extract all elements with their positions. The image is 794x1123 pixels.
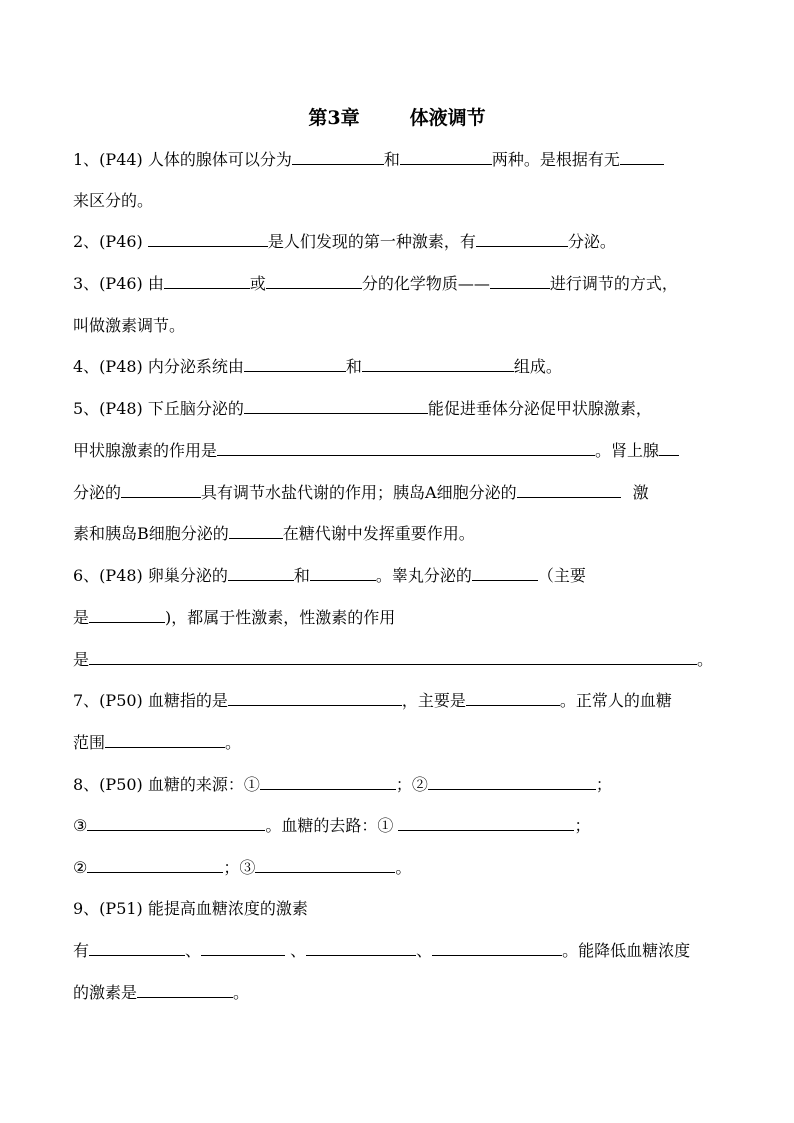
blank[interactable] — [148, 231, 268, 247]
blank[interactable] — [472, 565, 538, 581]
chapter-number: 第3章 — [308, 107, 360, 129]
chapter-name: 体液调节 — [409, 107, 486, 129]
question-7-line-1: 7、(P50) 血糖指的是 ，主要是 。正常人的血糖 — [73, 691, 672, 710]
question-8-line-2: ③ 。血糖的去路：① ； — [73, 816, 591, 835]
blank[interactable] — [310, 565, 376, 581]
question-5-line-1: 5、(P48) 下丘脑分泌的 能促进垂体分泌促甲状腺激素， — [73, 399, 652, 418]
question-3-line-1: 3、(P46) 由 或 分的化学物质—— 进行调节的方式， — [73, 274, 678, 293]
blank[interactable] — [217, 440, 595, 456]
blank[interactable] — [292, 149, 384, 165]
blank[interactable] — [89, 607, 165, 623]
blank[interactable] — [164, 273, 250, 289]
blank[interactable] — [659, 440, 679, 456]
blank[interactable] — [137, 982, 233, 998]
blank[interactable] — [255, 857, 395, 873]
question-2: 2、(P46) 是人们发现的第一种激素，有 分泌。 — [73, 232, 616, 251]
blank[interactable] — [244, 356, 346, 372]
blank[interactable] — [228, 690, 402, 706]
blank[interactable] — [362, 356, 514, 372]
page-title — [0, 104, 794, 132]
blank[interactable] — [490, 273, 550, 289]
blank[interactable] — [89, 940, 185, 956]
question-5-line-2: 甲状腺激素的作用是 。肾上腺 — [73, 440, 679, 462]
question-4: 4、(P48) 内分泌系统由 和 组成。 — [73, 357, 562, 376]
blank[interactable] — [432, 940, 562, 956]
blank[interactable] — [266, 273, 362, 289]
question-1-line-1: 1、(P44) 人体的腺体可以分为 和 两种。是根据有无 — [73, 149, 664, 171]
question-5-line-3: 分泌的 具有调节水盐代谢的作用；胰岛A细胞分泌的 激 — [73, 483, 649, 502]
question-5-line-4: 素和胰岛B细胞分泌的 在糖代谢中发挥重要作用。 — [73, 524, 475, 543]
blank[interactable] — [466, 690, 560, 706]
blank[interactable] — [260, 774, 396, 790]
question-6-line-3: 是 。 — [73, 650, 714, 669]
blank[interactable] — [229, 523, 283, 539]
blank[interactable] — [89, 649, 697, 665]
question-8-line-1: 8、(P50) 血糖的来源：① ；② ； — [73, 775, 612, 794]
blank[interactable] — [121, 482, 201, 498]
blank[interactable] — [87, 815, 265, 831]
question-9-line-1: 9、(P51) 能提高血糖浓度的激素 — [73, 899, 308, 918]
blank[interactable] — [517, 482, 621, 498]
question-6-line-2: 是 )，都属于性激素，性激素的作用 — [73, 608, 396, 627]
blank[interactable] — [306, 940, 416, 956]
question-9-line-2: 有 、 、 、 。能降低血糖浓度 — [73, 941, 691, 960]
question-9-line-3: 的激素是 。 — [73, 983, 250, 1002]
blank[interactable] — [398, 815, 574, 831]
blank[interactable] — [201, 940, 285, 956]
blank[interactable] — [476, 231, 568, 247]
blank[interactable] — [244, 398, 428, 414]
question-8-line-3: ② ；③ 。 — [73, 858, 412, 877]
blank[interactable] — [400, 149, 492, 165]
blank[interactable] — [620, 149, 664, 165]
blank[interactable] — [428, 774, 596, 790]
blank[interactable] — [87, 857, 223, 873]
blank[interactable] — [228, 565, 294, 581]
question-3-line-2: 叫做激素调节。 — [73, 316, 186, 335]
question-7-line-2: 范围 。 — [73, 733, 242, 752]
question-1-line-2: 来区分的。 — [73, 191, 154, 210]
question-6-line-1: 6、(P48) 卵巢分泌的 和 。睾丸分泌的 （主要 — [73, 566, 586, 585]
blank[interactable] — [105, 732, 225, 748]
